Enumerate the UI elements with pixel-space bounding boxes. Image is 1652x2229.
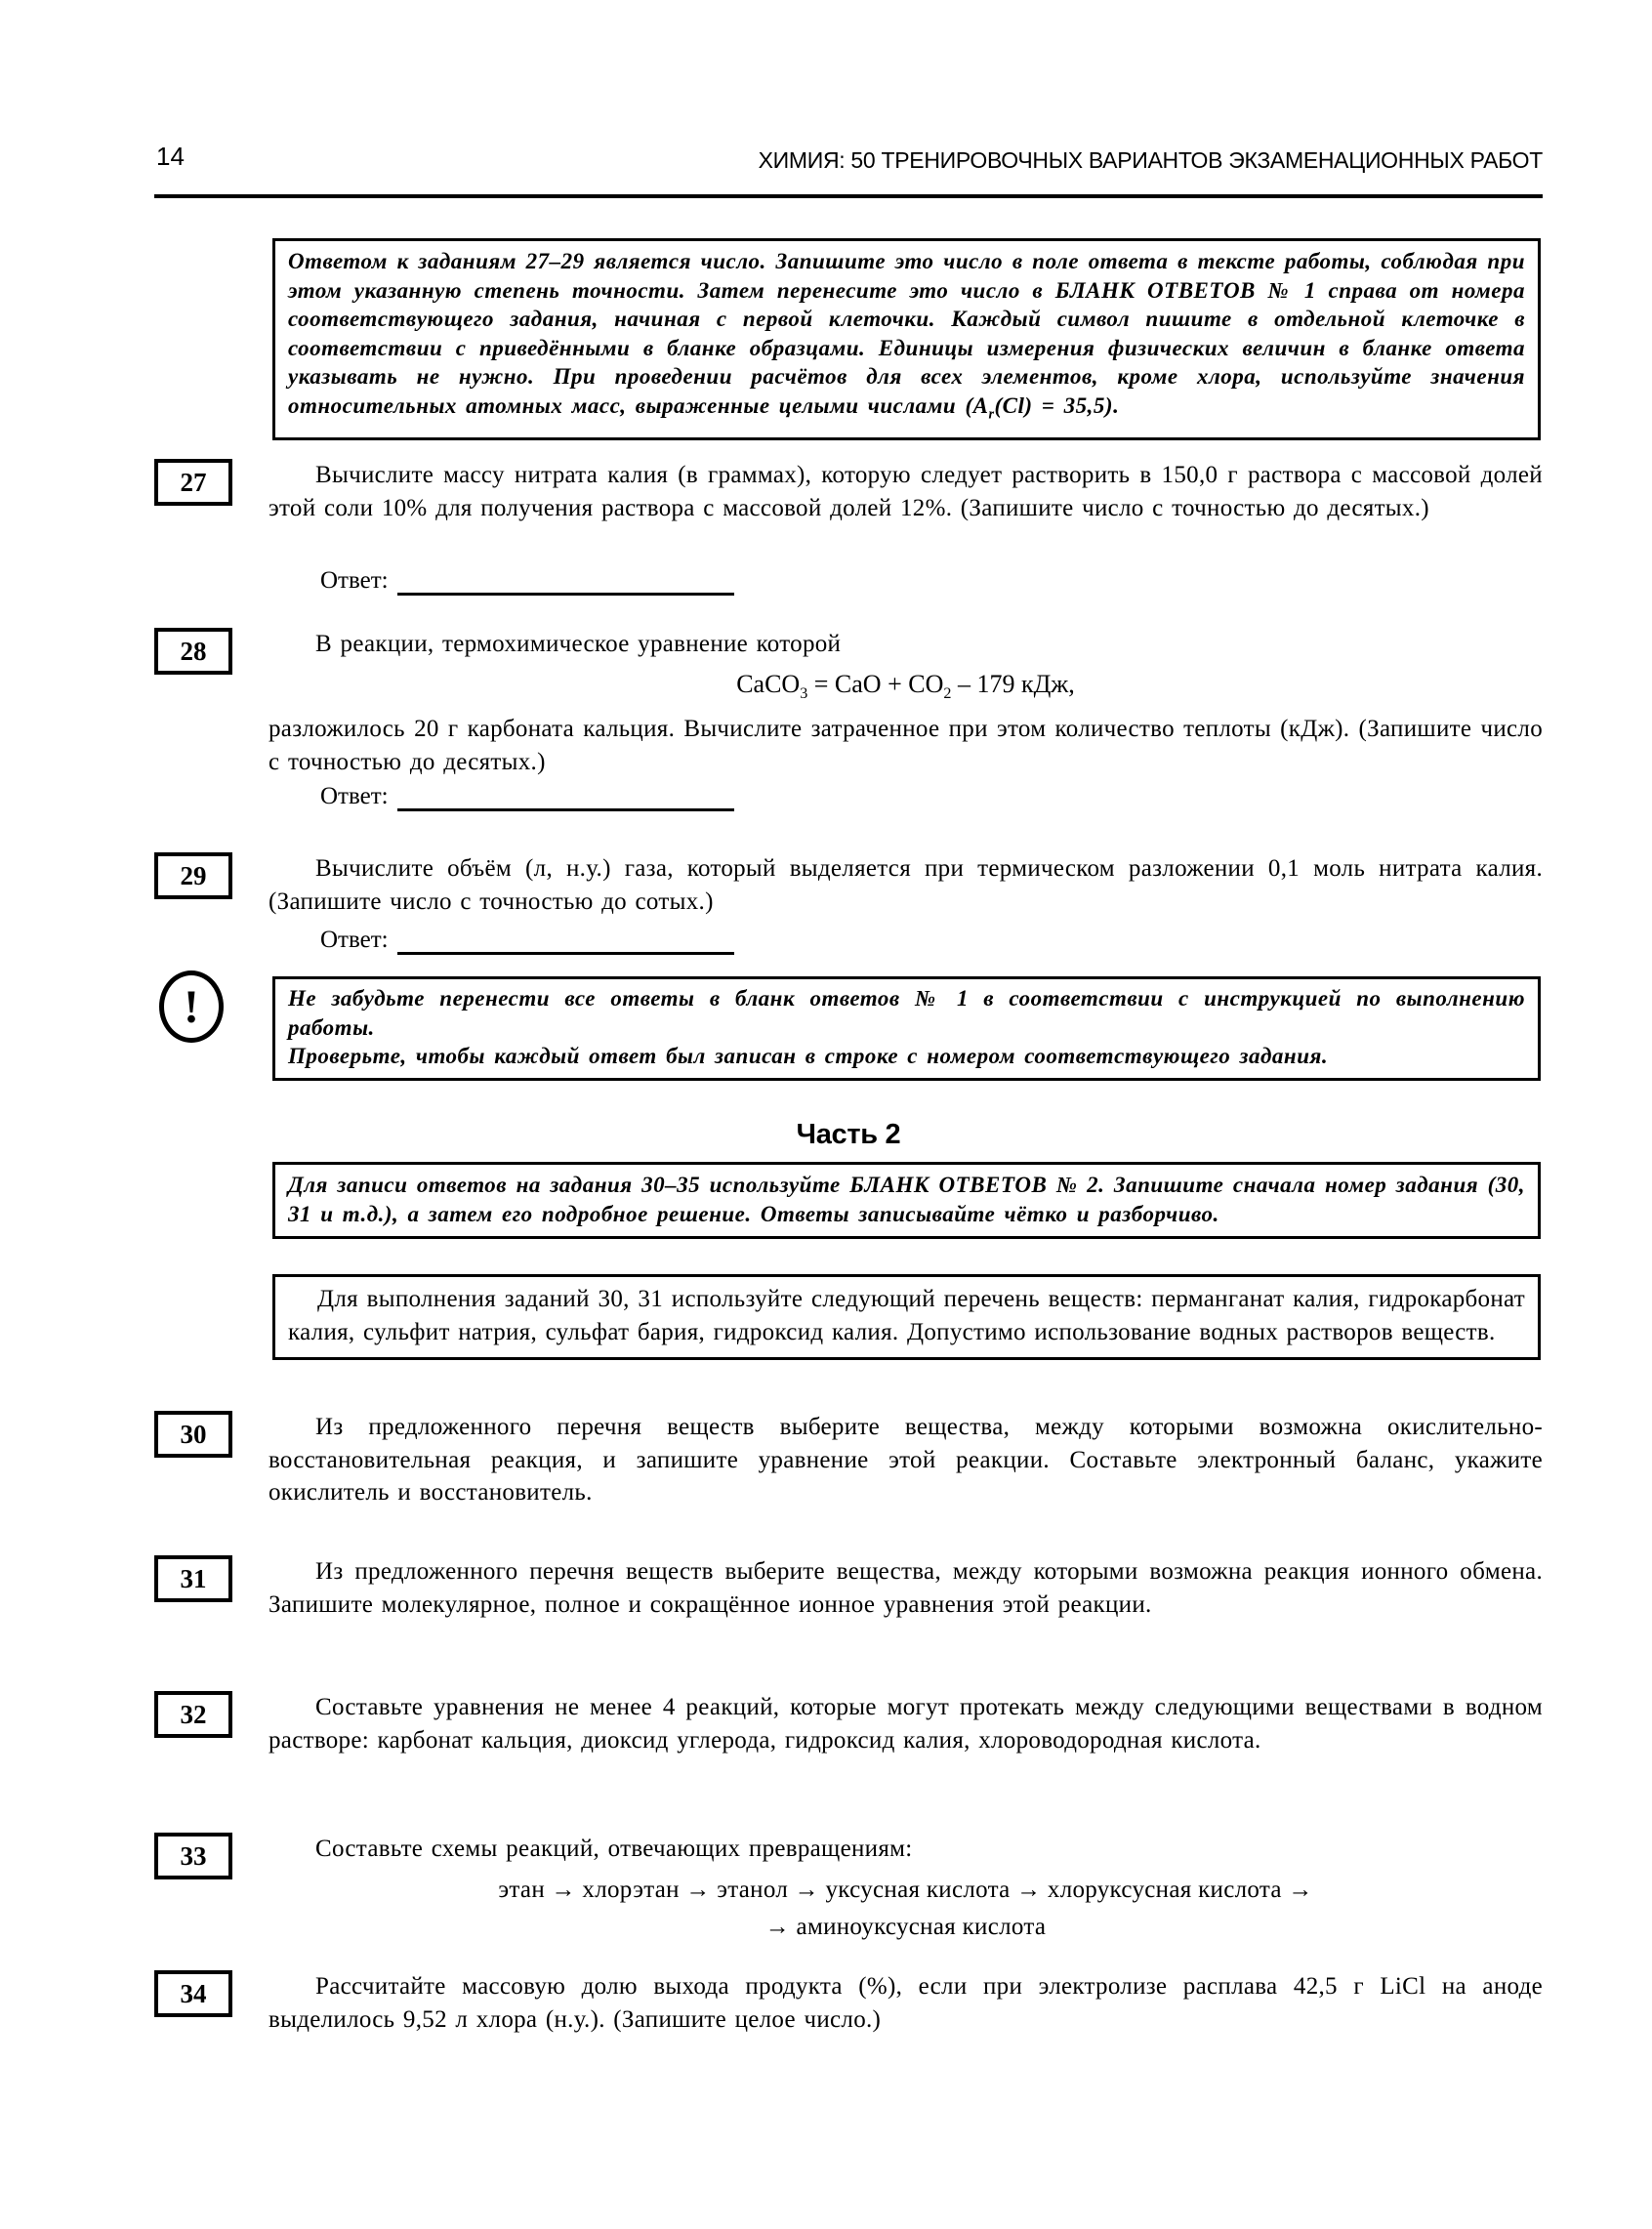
equation-part: – 179 кДж, [951,669,1075,698]
task-31-number-box: 31 [154,1555,232,1602]
instructions-text [288,247,1525,430]
part-2-heading: Часть 2 [796,1119,901,1150]
instructions-text-part2: (Cl) = 35,5). [994,392,1120,418]
task-29-number-box: 29 [154,852,232,899]
task-30-number-box: 30 [154,1411,232,1458]
task-30-text: Из предложенного перечня веществ выберите вещества, между которыми возможна окислительно-восстановительная реакция, и запишите уравнение этой реакции. Составьте электронный баланс, укажите окислитель и восстановитель. [268,1414,1543,1506]
task-28-text: разложилось 20 г карбоната кальция. Вычислите затраченное при этом количество теплоты (кДж). (Запишите число с точностью до десятых.) [268,716,1543,775]
task-29-answer-row [320,926,734,955]
header-rule [154,194,1543,198]
task-27-body [268,459,1543,524]
task-33-chain-line1: этан → хлорэтан → этанол → уксусная кислота → хлоруксусная кислота → [498,1876,1313,1903]
answer-label: Ответ: [320,927,389,953]
equation-part: = CaO + CO [807,669,944,698]
running-header: ХИМИЯ: 50 ТРЕНИРОВОЧНЫХ ВАРИАНТОВ ЭКЗАМЕНАЦИОННЫХ РАБОТ [758,147,1543,173]
answer-label: Ответ: [320,567,389,594]
task-27-text: Вычислите массу нитрата калия (в граммах), которую следует растворить в 150,0 г раствора с массовой долей этой соли 10% для получения раствора с массовой долей 12%. (Запишите число с точностью до десятых.) [268,462,1543,521]
equation-subscript: 2 [943,684,952,702]
warning-note-line2: Проверьте, чтобы каждый ответ был записан в строке с номером соответствующего задания. [288,1044,1329,1068]
task-27-answer-row [320,566,734,596]
warning-note-box [272,976,1541,1081]
task-29-body [268,852,1543,918]
task-31-body [268,1555,1543,1621]
task-29-text: Вычислите объём (л, н.у.) газа, который выделяется при термическом разложении 0,1 моль нитрата калия. (Запишите число с точностью до сотых.) [268,855,1543,915]
answer-blank-line [397,567,734,596]
task-28-body [268,628,1543,778]
task-33-number-box: 33 [154,1833,232,1879]
task-33-body [268,1833,1543,1946]
instructions-box-tasks-30-35 [272,1162,1541,1239]
answer-blank-line [397,927,734,955]
task-34-text: Рассчитайте массовую долю выхода продукта (%), если при электролизе расплава 42,5 г LiCl на аноде выделилось 9,52 л хлора (н.у.). (Запишите целое число.) [268,1973,1543,2033]
instructions-box-tasks-27-29 [272,238,1541,440]
exclamation-icon: ! [159,970,224,1043]
equation-subscript: 3 [800,684,808,702]
answer-label: Ответ: [320,783,389,809]
warning-note-line1: Не забудьте перенести все ответы в бланк ответов № 1 в соответствии с инструкцией по выполнению работы. [288,986,1525,1040]
equation-part: CaCO [736,669,801,698]
part-2-instructions-text: Для записи ответов на задания 30–35 используйте БЛАНК ОТВЕТОВ № 2. Запишите сначала номер задания (30, 31 и т.д.), а затем его подробное решение. Ответы записывайте чётко и разборчиво. [288,1173,1525,1226]
task-31-text: Из предложенного перечня веществ выберите вещества, между которыми возможна реакция ионного обмена. Запишите молекулярное, полное и сокращённое ионное уравнения этой реакции. [268,1558,1543,1618]
task-33-intro: Составьте схемы реакций, отвечающих превращениям: [315,1836,913,1862]
task-27-number-box: 27 [154,459,232,506]
substances-list-box [272,1274,1541,1360]
page-number: 14 [156,142,185,171]
substances-list-text: Для выполнения заданий 30, 31 используйте следующий перечень веществ: перманганат калия, гидрокарбонат калия, сульфит натрия, сульфат бария, гидроксид калия. Допустимо использование водных растворов веществ. [288,1286,1525,1345]
instructions-text-part1: Ответом к заданиям 27–29 является число. Запишите это число в поле ответа в тексте работы, соблюдая при этом указанную степень точности. Затем перенесите это число в БЛАНК ОТВЕТОВ № 1 справа от номера соответствующего задания, начиная с первой клеточки. Каждый символ пишите в отдельной клеточке в соответствии с приведёнными в бланке образцами. Единицы измерения физических величин в бланке ответа указывать не нужно. При проведении расчётов для всех элементов, кроме хлора, используйте значения относительных атомных масс, выраженные целыми числами (A [288,249,1525,418]
subscript-r: r [988,406,995,423]
task-28-intro: В реакции, термохимическое уравнение которой [315,631,842,657]
task-32-number-box: 32 [154,1691,232,1738]
task-28-number-box: 28 [154,628,232,675]
task-30-body [268,1411,1543,1509]
task-34-body [268,1970,1543,2036]
task-28-equation [268,668,1543,711]
task-33-chain-line2: → аминоуксусная кислота [764,1913,1047,1940]
task-28-answer-row [320,782,734,811]
task-34-number-box: 34 [154,1970,232,2017]
answer-blank-line [397,783,734,811]
task-32-body [268,1691,1543,1756]
task-32-text: Составьте уравнения не менее 4 реакций, которые могут протекать между следующими веществами в водном растворе: карбонат кальция, диоксид углерода, гидроксид калия, хлороводородная кислота. [268,1694,1543,1754]
